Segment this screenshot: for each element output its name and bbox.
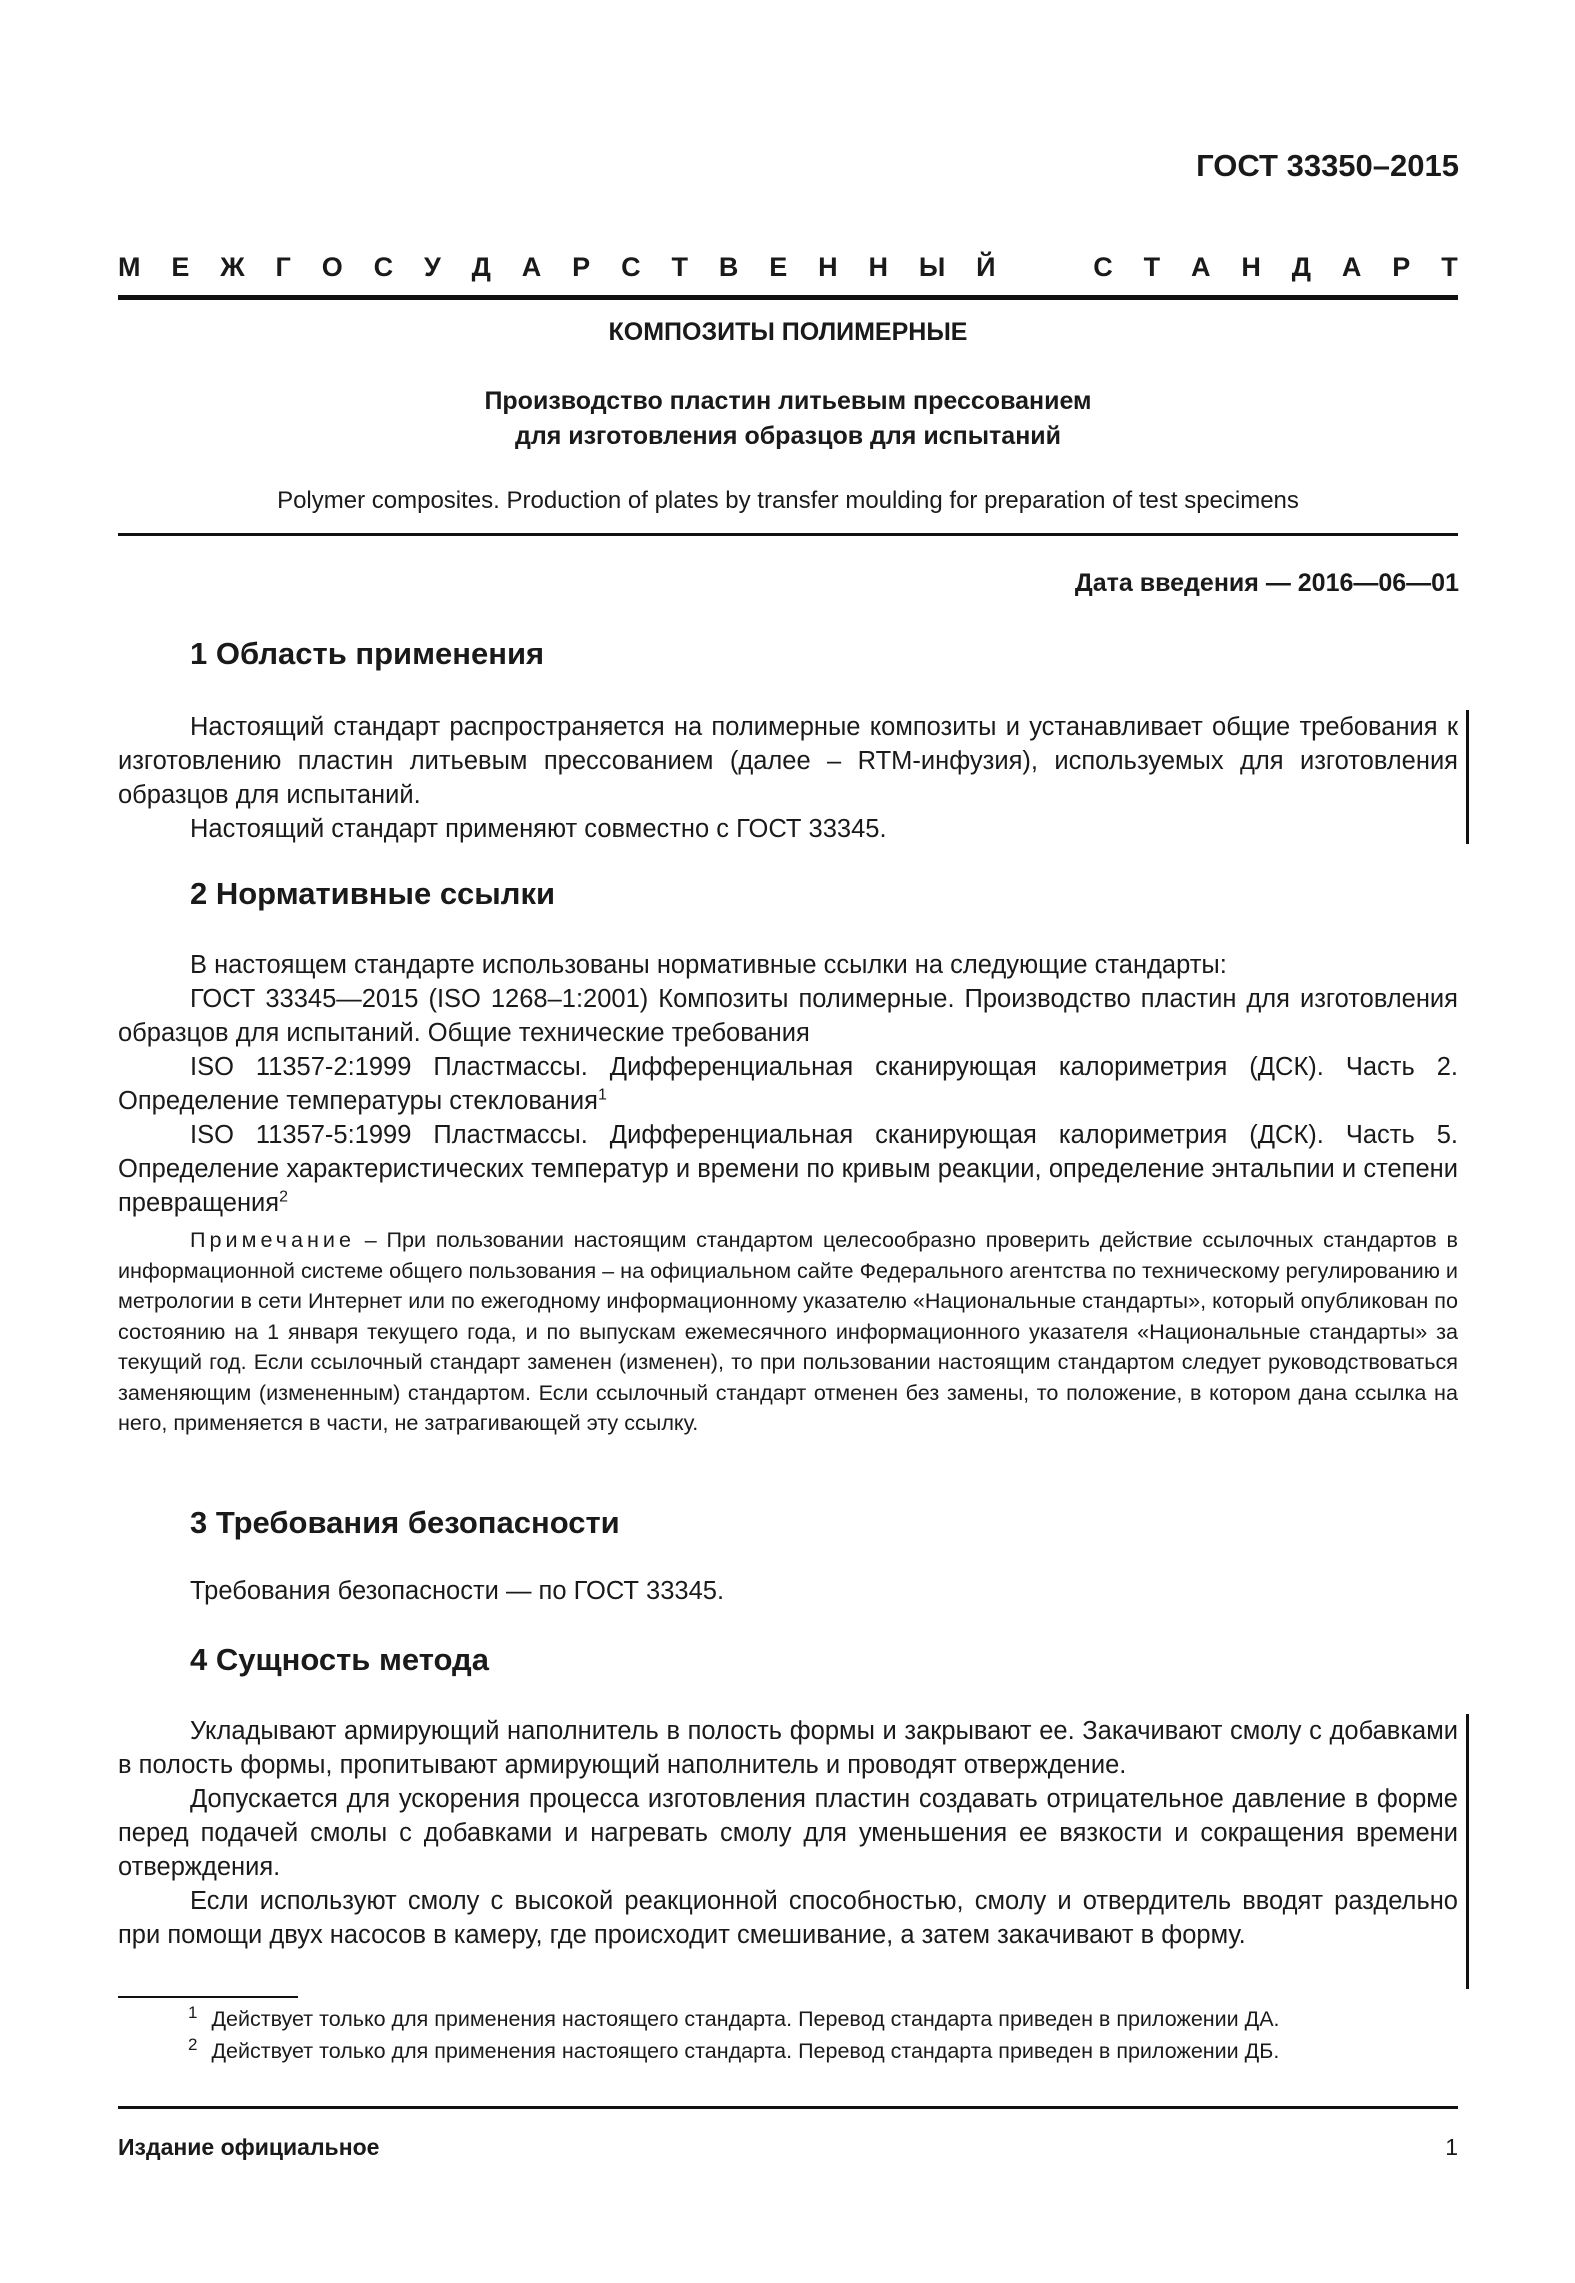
note-text: – При пользовании настоящим стандартом целесообразно проверить действие ссылочных стандартов в информационной системе общего пользования – на официальном сайте Федерального агентства по техническому регулированию и метрологии в сети Интернет или по ежегодному информационному указателю «Национальные стандарты», который опубликован по состоянию на 1 января текущего года, и по выпускам ежемесячного информационного указателя «Национальные стандарты» за текущий год. Если ссылочный стандарт заменен (изменен), то при пользовании настоящим стандартом следует руководствоваться заменяющим (измененным) стандартом. Если ссылочный стандарт отменен без замены, то положение, в котором дана ссылка на него, применяется в части, не затрагивающей эту ссылку. (118, 1227, 1458, 1435)
banner-letter: Н (1241, 252, 1261, 282)
subtitle-line: Производство пластин литьевым прессованием (484, 387, 1092, 415)
paragraph: Настоящий стандарт применяют совместно с ГОСТ 33345. (190, 815, 887, 843)
banner-letter: С (621, 252, 641, 282)
banner-letter: Г (275, 252, 291, 282)
paragraph: Если используют смолу с высокой реакционной способностью, смолу и отвердитель вводят раздельно при помощи двух насосов в камеру, где происходит смешивание, а затем закачивают в форму. (118, 1887, 1458, 1949)
section-2-body (118, 948, 1458, 1220)
banner-letter: М (118, 252, 141, 282)
footnote (118, 2035, 1460, 2067)
footnote-text: Действует только для применения настоящего стандарта. Перевод стандарта приведен в приложении ДА. (211, 2007, 1280, 2031)
paragraph: Укладывают армирующий наполнитель в полость формы и закрывают ее. Закачивают смолу с добавками в полость формы, пропитывают армирующий наполнитель и проводят отверждение. (118, 1717, 1458, 1779)
footer-rule (118, 2106, 1458, 2109)
banner-letter: Ж (220, 252, 245, 282)
section-1-heading: 1 Область применения (190, 636, 545, 671)
paragraph: Настоящий стандарт распространяется на полимерные композиты и устанавливает общие требования к изготовлению пластин литьевым прессованием (далее – RTM-инфузия), используемых для изготовления образцов для испытаний. (118, 713, 1458, 809)
paragraph: В настоящем стандарте использованы нормативные ссылки на следующие стандарты: (190, 951, 1227, 979)
interstate-standard-banner (118, 252, 1458, 283)
footnote-rule (118, 1996, 298, 1998)
footnote (118, 2003, 1460, 2035)
document-number: ГОСТ 33350–2015 (1196, 148, 1459, 183)
section-3-heading: 3 Требования безопасности (190, 1505, 620, 1540)
reference-item (118, 1118, 1458, 1220)
footnote-text: Действует только для применения настоящего стандарта. Перевод стандарта приведен в приложении ДБ. (211, 2039, 1280, 2063)
banner-letter: А (1341, 252, 1362, 282)
reference-item: ГОСТ 33345—2015 (ISO 1268–1:2001) Композиты полимерные. Производство пластин для изготовления образцов для испытаний. Общие технические требования (118, 985, 1458, 1047)
banner-letter: Т (1441, 252, 1458, 282)
introduction-date: Дата введения — 2016—06—01 (1074, 569, 1459, 597)
banner-letter: А (1191, 252, 1211, 282)
section-3-body (118, 1574, 1458, 1608)
subtitle-line: для изготовления образцов для испытаний (514, 422, 1062, 450)
banner-letter: О (321, 252, 343, 282)
document-title: КОМПОЗИТЫ ПОЛИМЕРНЫЕ (608, 318, 968, 346)
footnote-mark: 1 (188, 2002, 198, 2022)
banner-letter: Н (818, 252, 838, 282)
banner-letter: Р (1392, 252, 1411, 282)
banner-letter: Т (671, 252, 688, 282)
banner-letter: С (373, 252, 394, 282)
section-1-body (118, 710, 1458, 846)
note-label: Примечание (190, 1227, 355, 1252)
banner-letter: С (1093, 252, 1113, 282)
banner-letter: Й (976, 252, 996, 282)
document-subtitle (118, 384, 1458, 454)
banner-letter: У (424, 252, 441, 282)
note-block (118, 1225, 1458, 1439)
footnote-mark: 1 (597, 1086, 607, 1104)
reference-item (118, 1050, 1458, 1118)
note-paragraph (118, 1225, 1458, 1439)
banner-letter: Д (471, 252, 491, 282)
page-number: 1 (1445, 2134, 1458, 2160)
banner-letter: Р (572, 252, 591, 282)
reference-text: ISO 11357-2:1999 Пластмассы. Дифференциальная сканирующая калориметрия (ДСК). Часть 2. Определение температуры стеклования (118, 1053, 1458, 1115)
english-title: Polymer composites. Production of plates by transfer moulding for preparation of test specimens (277, 487, 1299, 514)
banner-letter: Д (1291, 252, 1312, 282)
change-bar (1466, 1714, 1469, 1989)
title-rule (118, 533, 1458, 536)
paragraph: Требования безопасности — по ГОСТ 33345. (190, 1577, 725, 1605)
paragraph: Допускается для ускорения процесса изготовления пластин создавать отрицательное давление в форме перед подачей смолы с добавками и нагревать смолу для уменьшения ее вязкости и сокращения времени отверждения. (118, 1785, 1458, 1881)
section-4-body (118, 1714, 1458, 1952)
footnote-mark: 2 (188, 2034, 198, 2054)
banner-letter: Ы (918, 252, 946, 282)
banner-letter: А (521, 252, 542, 282)
change-bar (1466, 710, 1469, 844)
section-2-heading: 2 Нормативные ссылки (190, 876, 556, 911)
banner-letter: Е (171, 252, 190, 282)
banner-word-gap (1026, 252, 1062, 283)
banner-letter: Н (868, 252, 888, 282)
official-edition-label: Издание официальное (118, 2134, 380, 2160)
banner-letter: В (718, 252, 739, 282)
section-4-heading: 4 Сущность метода (190, 1642, 489, 1677)
header-rule (118, 295, 1458, 300)
banner-letter: Т (1143, 252, 1161, 282)
reference-text: ISO 11357-5:1999 Пластмассы. Дифференциальная сканирующая калориметрия (ДСК). Часть 5. Определение характеристических температур и времени по кривым реакции, определение энтальпии и степени превращения (118, 1121, 1458, 1217)
footnote-mark: 2 (279, 1188, 288, 1206)
banner-letter: Е (769, 252, 788, 282)
footnotes (118, 2003, 1460, 2067)
